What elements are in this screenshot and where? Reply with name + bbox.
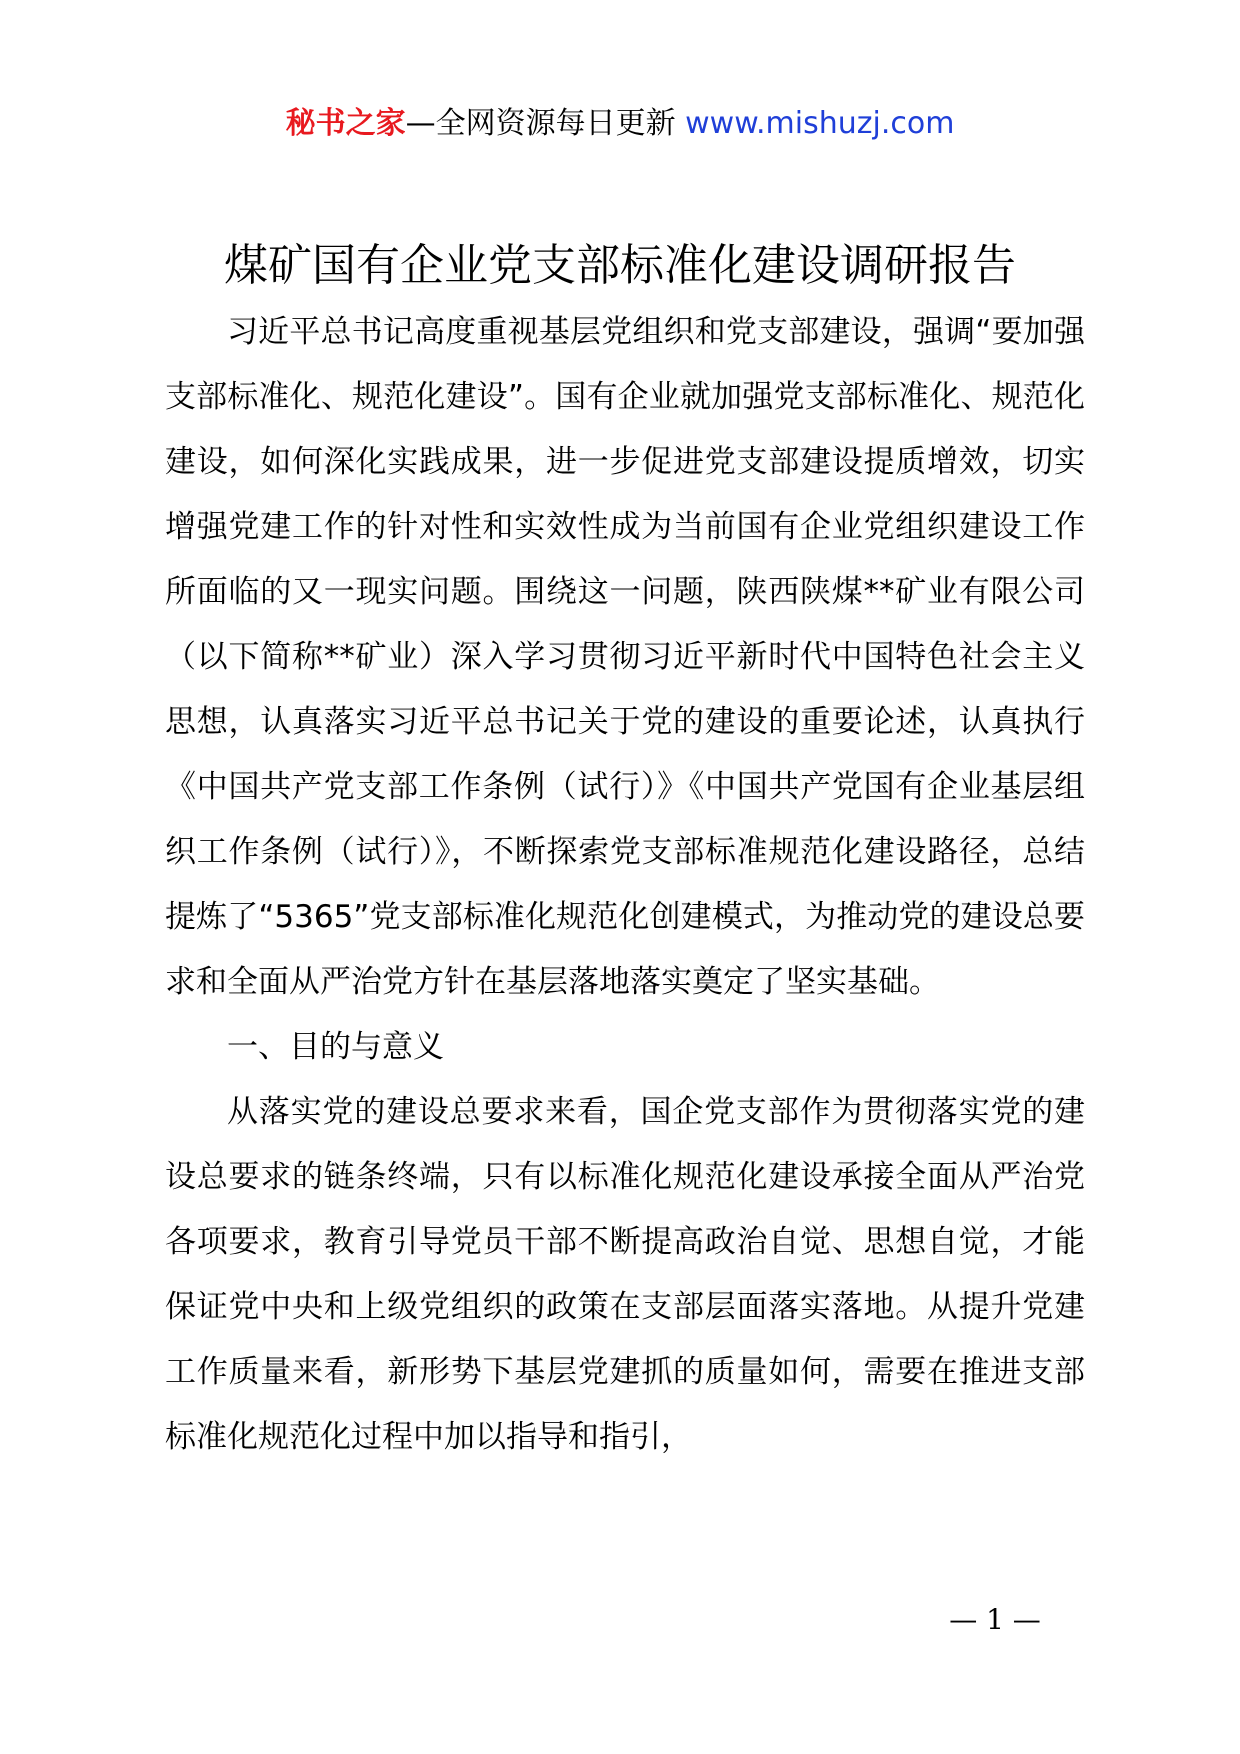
site-tagline: —全网资源每日更新 xyxy=(405,106,686,141)
site-brand: 秘书之家 xyxy=(285,106,406,141)
document-title: 煤矿国有企业党支部标准化建设调研报告 xyxy=(224,240,1016,291)
page-number: — 1 — xyxy=(949,1603,1041,1636)
section-heading: 一、目的与意义 xyxy=(227,1029,444,1065)
document-body xyxy=(165,300,1085,1470)
intro-paragraph: 习近平总书记高度重视基层党组织和党支部建设，强调“要加强支部标准化、规范化建设”。国有企业就加强党支部标准化、规范化建设，如何深化实践成果，进一步促进党支部建设提质增效，切实增强党建工作的针对性和实效性成为当前国有企业党组织建设工作所面临的又一现实问题。围绕这一问题，陕西陕煤**矿业有限公司（以下简称**矿业）深入学习贯彻习近平新时代中国特色社会主义思想，认真落实习近平总书记关于党的建设的重要论述，认真执行《中国共产党支部工作条例（试行）》《中国共产党国有企业基层组织工作条例（试行）》，不断探索党支部标准规范化建设路径，总结提炼了“5365”党支部标准化规范化创建模式，为推动党的建设总要求和全面从严治党方针在基层落地落实奠定了坚实基础。 xyxy=(165,314,1085,1000)
site-header xyxy=(0,100,1240,148)
site-url[interactable]: www.mishuzj.com xyxy=(685,106,955,141)
section-paragraph: 从落实党的建设总要求来看，国企党支部作为贯彻落实党的建设总要求的链条终端，只有以标准化规范化建设承接全面从严治党各项要求，教育引导党员干部不断提高政治自觉、思想自觉，才能保证党中央和上级党组织的政策在支部层面落实落地。从提升党建工作质量来看，新形势下基层党建抓的质量如何，需要在推进支部标准化规范化过程中加以指导和指引， xyxy=(165,1094,1085,1455)
